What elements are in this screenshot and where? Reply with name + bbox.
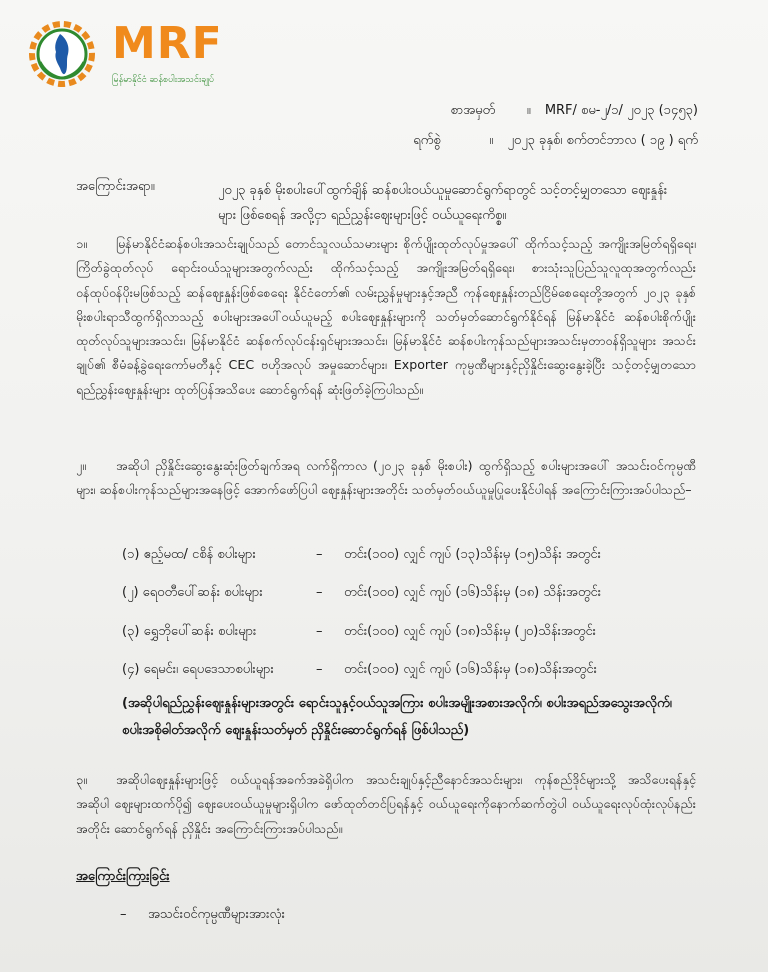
logo-text: MRF xyxy=(112,18,223,69)
paragraph-2 xyxy=(76,454,696,503)
logo-subtitle: မြန်မာနိုင်ငံ ဆန်စပါးအသင်းချုပ် xyxy=(112,75,215,85)
date-separator: ။ xyxy=(489,133,494,148)
paragraph-text: အဆိုပါ ညှိနှိုင်းဆွေးနွေးဆုံးဖြတ်ချက်အရ လက်ရှိကာလ (၂၀၂၃ ခုနှစ် မိုးစပါး) ထွက်ရှိသည့် စပါးများအပေါ် အသင်းဝင်ကုမ္ပဏီများ၊ ဆန်စပါးကုန်သည်များအနေဖြင့် အောက်ဖော်ပြပါ ဈေးနှုန်းများအတိုင်း သတ်မှတ်ဝယ်ယူမှုပြုပေးနိုင်ပါရန် အကြောင်းကြားအပ်ပါသည်– xyxy=(76,458,696,498)
letter-number-separator: ။ xyxy=(526,103,531,118)
letter-number-line xyxy=(451,102,698,121)
price-dash: – xyxy=(316,585,323,600)
price-row xyxy=(122,584,601,603)
letter-number-value: MRF/ စမ-၂/၁/ ၂၀၂၃ (၁၄၅၃) xyxy=(544,103,698,118)
paragraph-3 xyxy=(76,768,696,841)
date-label: ရက်စွဲ xyxy=(413,133,441,148)
subject-label: အကြောင်းအရာ။ xyxy=(76,179,155,194)
paragraph-text: မြန်မာနိုင်ငံဆန်စပါးအသင်းချုပ်သည် တောင်သူလယ်သမားများ စိုက်ပျိုးထုတ်လုပ်မှုအပေါ် ထိုက်သင့်သည့် အကျိုးအမြတ်ရရှိရေး၊ ကြိတ်ခွဲထုတ်လုပ် ရောင်းဝယ်သူများအတွက်လည်း ထိုက်သင့်သည့် အကျိုးအမြတ်ရရှိရေး၊ စားသုံးသူပြည်သူလူထုအတွက်လည်း ဝန်ထုပ်ဝန်ပိုးမဖြစ်သည့် ဆန်ဈေးနှုန်းဖြစ်စေရေး နိုင်ငံတော်၏ လမ်းညွှန်မှုများနှင့်အညီ ကုန်ဈေးနှုန်းတည်ငြိမ်စေရေးတို့အတွက် ၂၀၂၃ ခုနှစ် မိုးစပါးရာသီထွက်ရှိလာသည့် စပါးများအပေါ်ဝယ်ယူမည့် စပါးဈေးနှုန်းများကို သတ်မှတ်ဆောင်ရွက်နိုင်ရန် မြန်မာနိုင်ငံ ဆန်စပါးစိုက်ပျိုးထုတ်လုပ်သူများအသင်း၊ မြန်မာနိုင်ငံ ဆန်စက်လုပ်ငန်းရှင်များအသင်း၊ မြန်မာနိုင်ငံ ဆန်စပါးကုန်သည်များအသင်းမှတာဝန်ရှိသူများ အသင်းချုပ်၏ စီမံခန့်ခွဲရေးကော်မတီနှင့် CEC ဗဟိုအလုပ် အမှုဆောင်များ၊ Exporter ကုမ္ပဏီများနှင့်ညှိနှိုင်းဆွေးနွေးခဲ့ပြီး သင့်တင့်မျှတသော ရည်ညွှန်းဈေးနှုန်းများ ထုတ်ပြန်အသိပေး ဆောင်ရွက်ရန် ဆုံးဖြတ်ခဲ့ကြပါသည်။ xyxy=(76,236,696,397)
date-line xyxy=(413,132,698,151)
price-item: (၃) ရွှေဘိုပေါ်ဆန်း စပါးများ xyxy=(122,624,257,639)
price-row xyxy=(122,661,597,680)
paragraph-number: ၁။ xyxy=(76,236,87,251)
price-range: တင်း(၁၀၀) လျှင် ကျပ် (၁၆)သိန်းမှ (၁၈) သိန်းအတွင်း xyxy=(344,585,602,600)
price-dash: – xyxy=(316,624,323,639)
date-value: ၂၀၂၃ ခုနှစ်၊ စက်တင်ဘာလ ( ၁၉ ) ရက် xyxy=(507,133,698,148)
price-range: တင်း(၁၀၀) လျှင် ကျပ် (၁၈)သိန်းမှ (၂၀)သိန်းအတွင်း xyxy=(344,624,596,639)
gear-wreath-map-emblem-icon xyxy=(26,18,98,90)
letter-number-label: စာအမှတ် xyxy=(450,103,496,118)
price-row xyxy=(122,623,596,642)
recipient-dash: – xyxy=(120,907,127,922)
price-item: (၁) ဧည့်မထ/ ငစိန် စပါးများ xyxy=(122,547,256,562)
paragraph-1 xyxy=(76,232,696,402)
price-row xyxy=(122,546,601,565)
price-dash: – xyxy=(316,547,323,562)
subject-text: ၂၀၂၃ ခုနှစ် မိုးစပါးပေါ်ထွက်ချိန် ဆန်စပါးဝယ်ယူမှုဆောင်ရွက်ရာတွင် သင့်တင့်မျှတသော ဈေးနှုန်းများ ဖြစ်စေရန် အလို့ငှာ ရည်ညွှန်းဈေးများဖြင့် ဝယ်ယူရေးကိစ္စ။ xyxy=(218,183,668,223)
mrf-logo xyxy=(26,18,286,88)
paragraph-text: အဆိုပါဈေးနှုန်းများဖြင့် ဝယ်ယူရန်အခက်အခဲရှိပါက အသင်းချုပ်နှင့်ညီနောင်အသင်းများ၊ ကုန်စည်ဒိုင်များသို့ အသိပေးရန်နှင့် အဆိုပါ ဈေးများထက်ပို၍ ဈေးပေးဝယ်ယူမှုများရှိပါက ဖော်ထုတ်တင်ပြရန်နှင့် ဝယ်ယူရေးကိုနောက်ဆက်တွဲပါ ဝယ်ယူရေးလုပ်ထုံးလုပ်နည်းအတိုင်း ဆောင်ရွက်ရန် ညှိနှိုင်း အကြောင်းကြားအပ်ပါသည်။ xyxy=(76,772,696,836)
price-range: တင်း(၁၀၀) လျှင် ကျပ် (၁၆)သိန်းမှ (၁၈)သိန်းအတွင်း xyxy=(344,662,597,677)
price-dash: – xyxy=(316,662,323,677)
recipients-heading: အကြောင်းကြားခြင်း xyxy=(76,869,170,884)
price-range: တင်း(၁၀၀) လျှင် ကျပ် (၁၃)သိန်းမှ (၁၅)သိန်း အတွင်း xyxy=(344,547,601,562)
recipient-item xyxy=(120,906,285,925)
recipient-text: အသင်းဝင်ကုမ္ပဏီများအားလုံး xyxy=(148,907,285,922)
price-note: (အဆိုပါရည်ညွှန်းဈေးနှုန်းများအတွင်း ရောင်းသူနှင့်ဝယ်သူအကြား စပါးအမျိုးအစားအလိုက်၊ စပါးအရည်အသွေးအလိုက်၊ စပါးအစိုဓါတ်အလိုက် ဈေးနှုန်းသတ်မှတ် ညှိနှိုင်းဆောင်ရွက်ရန် ဖြစ်ပါသည်) xyxy=(122,696,672,738)
price-item: (၄) ရေမင်း၊ ရေပဒေသာစပါးများ xyxy=(122,662,274,677)
price-item: (၂) ရေဝတီပေါ်ဆန်း စပါးများ xyxy=(122,585,263,600)
paragraph-number: ၃။ xyxy=(76,772,87,787)
paragraph-number: ၂။ xyxy=(76,458,86,473)
